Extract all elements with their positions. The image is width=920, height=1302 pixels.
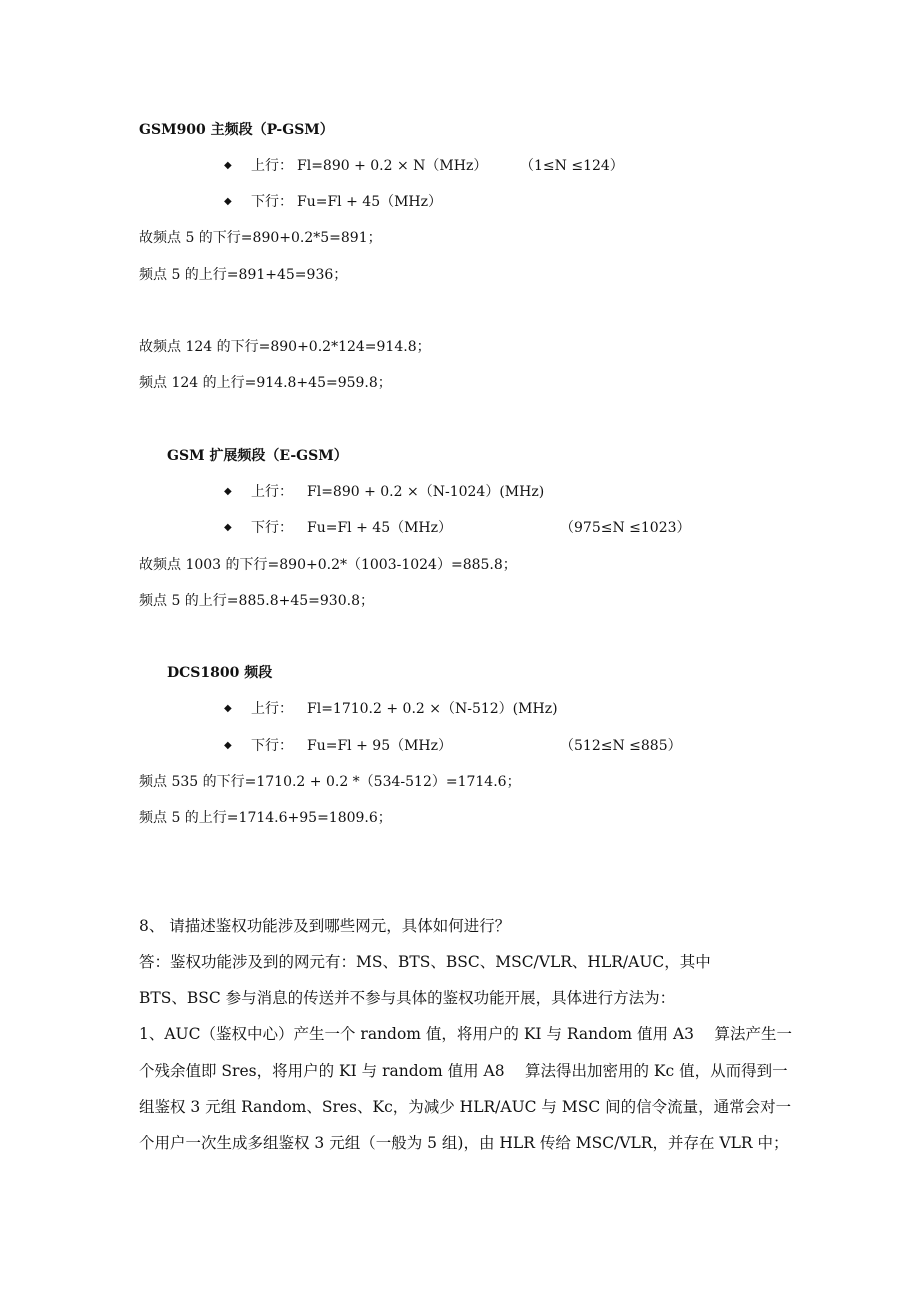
section-heading-gsm900: GSM900 主频段（P-GSM） — [139, 122, 334, 138]
dcs1800-uplink-formula: Fl=1710.2 + 0.2 ×（N-512）(MHz) — [307, 701, 558, 717]
bullet-icon: ◆ — [224, 196, 232, 207]
gsm900-calc-line: 频点 5 的上行=891+45=936； — [139, 267, 348, 283]
answer-line: 组鉴权 3 元组 Random、Sres、Kc，为减少 HLR/AUC 与 MSC 间的信令流量，通常会对一 — [139, 1098, 792, 1116]
gsm900-calc-line: 故频点 124 的下行=890+0.2*124=914.8； — [139, 339, 431, 355]
bullet-icon: ◆ — [224, 703, 232, 714]
bullet-icon: ◆ — [224, 522, 232, 533]
gsm900-channel-range: （1≤N ≤124） — [520, 158, 624, 174]
question-title: 8、 请描述鉴权功能涉及到哪些网元，具体如何进行？ — [139, 917, 511, 935]
answer-line: 个残余值即 Sres，将用户的 KI 与 random 值用 A8 算法得出加密用的 Kc 值，从而得到一 — [139, 1062, 788, 1080]
dcs1800-calc-line: 频点 5 的上行=1714.6+95=1809.6； — [139, 810, 392, 826]
gsm900-uplink-formula: Fl=890 + 0.2 × N（MHz） — [297, 158, 488, 174]
answer-line: 答：鉴权功能涉及到的网元有：MS、BTS、BSC、MSC/VLR、HLR/AUC，其中 — [139, 953, 711, 971]
dcs1800-channel-range: （512≤N ≤885） — [560, 738, 682, 754]
gsm900-downlink-label: 下行： — [251, 194, 293, 210]
bullet-icon: ◆ — [224, 486, 232, 497]
dcs1800-calc-line: 频点 535 的下行=1710.2 + 0.2 *（534-512）=1714.6； — [139, 774, 521, 790]
dcs1800-downlink-formula: Fu=Fl + 95（MHz） — [307, 738, 453, 754]
gsm900-uplink-label: 上行： — [251, 158, 293, 174]
section-heading-egsm: GSM 扩展频段（E-GSM） — [167, 448, 348, 464]
egsm-calc-line: 频点 5 的上行=885.8+45=930.8； — [139, 593, 374, 609]
bullet-icon: ◆ — [224, 740, 232, 751]
egsm-channel-range: （975≤N ≤1023） — [560, 520, 691, 536]
egsm-downlink-formula: Fu=Fl + 45（MHz） — [307, 520, 453, 536]
gsm900-calc-line: 故频点 5 的下行=890+0.2*5=891； — [139, 230, 382, 246]
egsm-downlink-label: 下行： — [251, 520, 293, 536]
egsm-uplink-formula: Fl=890 + 0.2 ×（N-1024）(MHz) — [307, 484, 545, 500]
section-heading-dcs1800: DCS1800 频段 — [167, 665, 273, 681]
answer-line: BTS、BSC 参与消息的传送并不参与具体的鉴权功能开展，具体进行方法为： — [139, 989, 676, 1007]
egsm-calc-line: 故频点 1003 的下行=890+0.2*（1003-1024）=885.8； — [139, 557, 517, 573]
egsm-uplink-label: 上行： — [251, 484, 293, 500]
answer-line: 1、AUC（鉴权中心）产生一个 random 值，将用户的 KI 与 Random 值用 A3 算法产生一 — [139, 1025, 792, 1043]
dcs1800-downlink-label: 下行： — [251, 738, 293, 754]
answer-line: 个用户一次生成多组鉴权 3 元组（一般为 5 组)，由 HLR 传给 MSC/VLR，并存在 VLR 中； — [139, 1134, 789, 1152]
gsm900-calc-line: 频点 124 的上行=914.8+45=959.8； — [139, 375, 392, 391]
dcs1800-uplink-label: 上行： — [251, 701, 293, 717]
bullet-icon: ◆ — [224, 160, 232, 171]
gsm900-downlink-formula: Fu=Fl + 45（MHz） — [297, 194, 443, 210]
